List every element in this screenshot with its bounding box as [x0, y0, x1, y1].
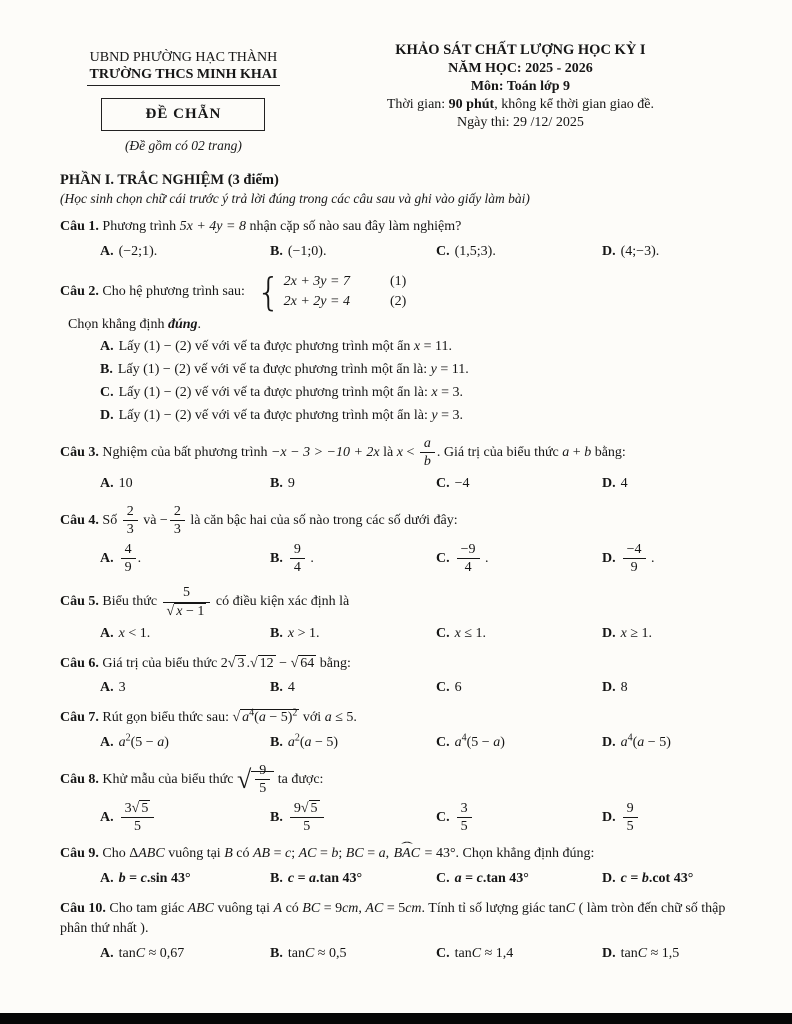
option-key: C. — [436, 550, 450, 566]
option-b — [60, 360, 734, 380]
option-a — [100, 869, 270, 889]
question-body: Câu 3. Nghiệm của bất phương trình −x − 3 > −10 + 2x là x < $\frac{a}{b}$ . Giá trị của biểu thức a + b bằng: — [60, 435, 626, 469]
option-key: D. — [602, 243, 616, 259]
option-key: B. — [270, 476, 283, 492]
question-5 — [60, 585, 734, 643]
question-label: Câu 3. — [60, 444, 99, 460]
option-b — [270, 733, 436, 753]
option-key: C. — [436, 680, 450, 696]
question-8 — [60, 763, 734, 834]
option-key: C. — [436, 871, 450, 887]
question-body: Câu 10. Cho tam giác ABC vuông tại A có BC = 9cm, AC = 5cm. Tính tỉ số lượng giác tanC ( làm tròn đến chữ số thập phân thứ nhất ). — [60, 901, 726, 937]
option-key: D. — [100, 408, 114, 423]
option-key: D. — [602, 809, 616, 825]
option-text: (−1;0). — [287, 243, 327, 259]
option-text: tanC ≈ 0,67 — [118, 945, 185, 961]
question-body: Câu 2. Cho hệ phương trình sau: { 2x + 3y = 7 (1) 2x + 2y = 4 (2) — [60, 269, 407, 314]
option-a — [100, 944, 270, 964]
option-text: 4 — [620, 476, 628, 492]
question-label: Câu 5. — [60, 594, 99, 610]
option-text: x > 1. — [287, 625, 320, 641]
question-subtext: Chọn khẳng định đúng. — [68, 316, 202, 332]
option-key: B. — [270, 625, 283, 641]
option-key: C. — [436, 243, 450, 259]
option-d — [60, 406, 734, 426]
question-body: Câu 5. Biểu thức $\frac{5}{√ x - 1}$ có điều kiện xác định là — [60, 585, 350, 619]
option-d — [602, 801, 734, 834]
school-name: TRƯỜNG THCS MINH KHAI — [87, 66, 281, 86]
option-d — [602, 624, 734, 644]
option-text: $a^4(a - 5)$ — [620, 732, 671, 751]
option-b — [270, 869, 436, 889]
option-text: $\frac{9√ 5}{5}$ — [288, 801, 326, 834]
option-key: B. — [270, 735, 283, 751]
option-key: A. — [100, 809, 114, 825]
option-key: D. — [602, 680, 616, 696]
options — [60, 242, 734, 262]
option-text: 10 — [118, 476, 133, 492]
exam-variant-label: ĐỀ CHẴN — [145, 106, 222, 122]
duration-prefix: Thời gian: — [386, 97, 449, 112]
option-key: B. — [270, 243, 283, 259]
option-a — [100, 801, 270, 834]
section-title: PHẦN I. TRẮC NGHIỆM (3 điểm) — [60, 172, 279, 188]
option-d — [602, 869, 734, 889]
option-key: C. — [436, 735, 450, 751]
option-b — [270, 474, 436, 494]
option-a — [100, 474, 270, 494]
option-text: c = b.cot 43° — [620, 871, 694, 887]
question-body: Câu 9. Cho ΔABC vuông tại B có AB = c; AC = b; BC = a, ˆ BAC = 43°. Chọn khẳng định đúng: — [60, 844, 734, 864]
option-d — [602, 944, 734, 964]
duration-value: 90 phút — [448, 97, 495, 112]
question-4 — [60, 504, 734, 575]
option-c — [436, 624, 602, 644]
question-body: Câu 1. Phương trình 5x + 4y = 8 nhận cặp số nào sau đây làm nghiệm? — [60, 219, 462, 234]
option-key: B. — [270, 550, 283, 566]
option-key: B. — [270, 680, 283, 696]
option-a — [60, 337, 734, 357]
header-left — [60, 42, 307, 154]
option-text: $a^4(5 - a)$ — [454, 732, 505, 751]
question-body: Câu 7. Rút gọn biểu thức sau: √ $a^4(a - 5)^2$ với a ≤ 5. — [60, 707, 357, 726]
option-key: B. — [270, 871, 283, 887]
question-6 — [60, 654, 734, 699]
option-b — [270, 944, 436, 964]
option-key: A. — [100, 945, 114, 961]
option-text: x ≤ 1. — [454, 625, 487, 641]
option-b — [270, 242, 436, 262]
questions — [60, 217, 734, 964]
section-note: (Học sinh chọn chữ cái trước ý trả lời đúng trong các câu sau và ghi vào giấy làm bài) — [60, 191, 530, 206]
option-text: x < 1. — [118, 625, 151, 641]
option-d — [602, 542, 734, 575]
school-year: NĂM HỌC: 2025 - 2026 — [448, 61, 593, 76]
option-d — [602, 242, 734, 262]
option-c — [436, 474, 602, 494]
question-body: Câu 6. Giá trị của biểu thức 2√ 3 .√ 12 − √ 64 bằng: — [60, 655, 351, 671]
option-text: Lấy (1) − (2) vế với vế ta được phương trình một ẩn là: y = 3. — [118, 408, 464, 423]
option-text: c = a.tan 43° — [287, 871, 363, 887]
option-d — [602, 678, 734, 698]
option-key: A. — [100, 550, 114, 566]
school-name-wrap — [60, 66, 307, 86]
question-label: Câu 4. — [60, 512, 99, 528]
header-right — [307, 42, 734, 154]
option-b — [270, 801, 436, 834]
option-text: 6 — [454, 680, 462, 696]
option-text: $a^2(a - 5)$ — [287, 732, 339, 751]
option-c — [436, 733, 602, 753]
subject-line: Môn: Toán lớp 9 — [470, 79, 571, 94]
option-key: A. — [100, 680, 114, 696]
question-10 — [60, 899, 734, 964]
option-c — [436, 801, 602, 834]
option-key: A. — [100, 476, 114, 492]
question-label: Câu 9. — [60, 846, 99, 862]
option-key: A. — [100, 871, 114, 887]
option-key: D. — [602, 550, 616, 566]
scan-edge — [0, 1013, 792, 1024]
option-text: 8 — [620, 680, 628, 696]
option-key: A. — [100, 625, 114, 641]
option-key: A. — [100, 735, 114, 751]
option-key: B. — [270, 945, 283, 961]
option-c — [60, 383, 734, 403]
option-c — [436, 944, 602, 964]
options — [60, 542, 734, 575]
question-label: Câu 10. — [60, 901, 106, 917]
option-key: C. — [436, 625, 450, 641]
option-text: (−2;1). — [118, 243, 158, 259]
option-d — [602, 733, 734, 753]
options — [60, 801, 734, 834]
option-b — [270, 678, 436, 698]
option-c — [436, 242, 602, 262]
option-key: A. — [100, 243, 114, 259]
question-body: Câu 8. Khử mẫu của biểu thức √ $\frac{9}{5}$ ta được: — [60, 763, 324, 797]
options — [60, 624, 734, 644]
option-text: $\frac{9}{5}$ — [621, 801, 640, 834]
option-key: B. — [100, 362, 113, 378]
option-text: Lấy (1) − (2) vế với vế ta được phương trình một ẩn là: y = 11. — [117, 362, 469, 378]
exam-variant-box — [101, 98, 265, 131]
option-d — [602, 474, 734, 494]
option-text: 9 — [287, 476, 295, 492]
option-text: (1,5;3). — [454, 243, 496, 259]
pages-note: (Đề gồm có 02 trang) — [124, 138, 242, 153]
option-text: x ≥ 1. — [620, 625, 653, 641]
options — [60, 337, 734, 426]
option-text: $\frac{9}{4}$ . — [288, 542, 314, 575]
option-a — [100, 678, 270, 698]
option-key: C. — [436, 945, 450, 961]
question-label: Câu 7. — [60, 710, 99, 726]
option-text: $\frac{4}{9}$ . — [119, 542, 142, 575]
option-key: C. — [436, 476, 450, 492]
question-7 — [60, 708, 734, 753]
option-text: $\frac{3}{5}$ — [455, 801, 474, 834]
question-body: Câu 4. Số $\frac{2}{3}$ và − $\frac{2}{3}$ là căn bậc hai của số nào trong các số dưới đây: — [60, 503, 458, 538]
option-text: $\frac{-9}{4}$ . — [455, 542, 489, 575]
question-3 — [60, 436, 734, 494]
question-label: Câu 6. — [60, 655, 99, 671]
option-key: B. — [270, 809, 283, 825]
question-2 — [60, 269, 734, 426]
option-key: D. — [602, 476, 616, 492]
option-text: a = c.tan 43° — [454, 871, 529, 887]
options — [60, 733, 734, 753]
option-key: A. — [100, 339, 114, 355]
option-key: C. — [436, 809, 450, 825]
question-9 — [60, 844, 734, 889]
option-a — [100, 733, 270, 753]
option-a — [100, 542, 270, 575]
option-text: −4 — [454, 476, 470, 492]
option-text: Lấy (1) − (2) vế với vế ta được phương trình một ẩn là: x = 3. — [118, 385, 464, 401]
question-label: Câu 8. — [60, 771, 99, 787]
duration-suffix: , không kể thời gian giao đề. — [494, 97, 655, 112]
option-c — [436, 542, 602, 575]
option-b — [270, 624, 436, 644]
option-b — [270, 542, 436, 575]
option-a — [100, 242, 270, 262]
duration-line — [307, 97, 734, 113]
option-text: $a^2(5 - a)$ — [118, 732, 169, 751]
options — [60, 944, 734, 964]
option-c — [436, 678, 602, 698]
issuing-authority: UBND PHƯỜNG HẠC THÀNH — [89, 50, 278, 65]
option-text: tanC ≈ 1,5 — [620, 945, 680, 961]
question-label: Câu 2. — [60, 283, 99, 299]
option-key: D. — [602, 735, 616, 751]
option-key: D. — [602, 945, 616, 961]
options — [60, 678, 734, 698]
question-label: Câu 1. — [60, 219, 99, 234]
option-text: tanC ≈ 1,4 — [454, 945, 514, 961]
option-text: tanC ≈ 0,5 — [287, 945, 347, 961]
option-text: (4;−3). — [620, 243, 660, 259]
exam-date: Ngày thi: 29 /12/ 2025 — [457, 115, 584, 130]
option-key: C. — [100, 385, 114, 401]
options — [60, 474, 734, 494]
option-text: b = c.sin 43° — [118, 871, 191, 887]
exam-header — [60, 42, 734, 154]
question-1 — [60, 217, 734, 262]
options — [60, 869, 734, 889]
option-text: $\frac{-4}{9}$ . — [621, 542, 655, 575]
option-key: D. — [602, 625, 616, 641]
option-text: 3 — [118, 680, 126, 696]
option-key: D. — [602, 871, 616, 887]
option-c — [436, 869, 602, 889]
option-a — [100, 624, 270, 644]
option-text: 4 — [287, 680, 295, 696]
exam-title: KHẢO SÁT CHẤT LƯỢNG HỌC KỲ I — [395, 42, 646, 58]
option-text: $\frac{3√ 5}{5}$ — [119, 801, 157, 834]
option-text: Lấy (1) − (2) vế với vế ta được phương trình một ẩn x = 11. — [118, 339, 452, 355]
